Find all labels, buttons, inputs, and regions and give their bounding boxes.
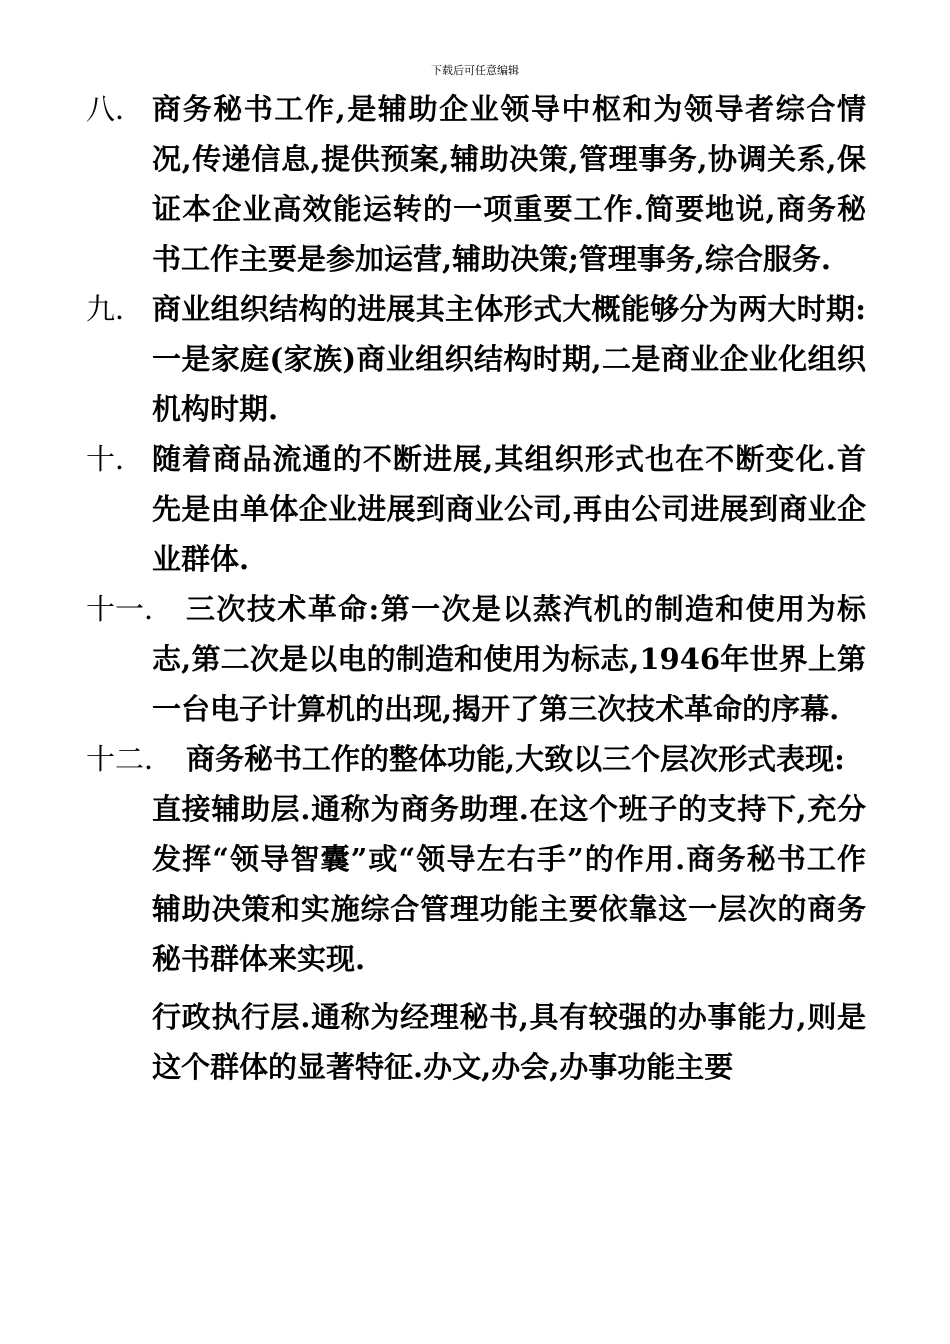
item-number: 十．	[86, 442, 145, 476]
item-text: 三次技术革命:第一次是以蒸汽机的制造和使用为标志,第二次是以电的制造和使用为标志,1946年世界上第一台电子计算机的出现,揭开了第三次技术革命的序幕.	[152, 592, 866, 726]
list-item-12	[86, 734, 866, 784]
document-body	[86, 84, 866, 1092]
sub-paragraph-admin-exec: 行政执行层.通称为经理秘书,具有较强的办事能力,则是这个群体的显著特征.办文,办会,办事功能主要	[152, 1000, 866, 1084]
item-number: 十二．	[86, 742, 174, 776]
item-number: 九．	[86, 292, 145, 326]
list-item-8	[86, 84, 866, 284]
list-item-9	[86, 284, 866, 434]
item-text: 商务秘书工作,是辅助企业领导中枢和为领导者综合情况,传递信息,提供预案,辅助决策,管理事务,协调关系,保证本企业高效能运转的一项重要工作.简要地说,商务秘书工作主要是参加运营,辅助决策;管理事务,综合服务.	[152, 92, 866, 276]
list-item-10	[86, 434, 866, 584]
page-header: 下载后可任意编辑	[431, 64, 519, 77]
sub-paragraph-direct-assist: 直接辅助层.通称为商务助理.在这个班子的支持下,充分发挥“领导智囊”或“领导左右手”的作用.商务秘书工作辅助决策和实施综合管理功能主要依靠这一层次的商务秘书群体来实现.	[152, 792, 866, 976]
item-text: 随着商品流通的不断进展,其组织形式也在不断变化.首先是由单体企业进展到商业公司,再由公司进展到商业企业群体.	[152, 442, 866, 576]
item-number: 十一．	[86, 592, 174, 626]
item-text: 商务秘书工作的整体功能,大致以三个层次形式表现:	[186, 742, 845, 776]
item-text: 商业组织结构的进展其主体形式大概能够分为两大时期:一是家庭(家族)商业组织结构时期,二是商业企业化组织机构时期.	[152, 292, 866, 426]
item-number: 八．	[86, 92, 145, 126]
list-item-11	[86, 584, 866, 734]
